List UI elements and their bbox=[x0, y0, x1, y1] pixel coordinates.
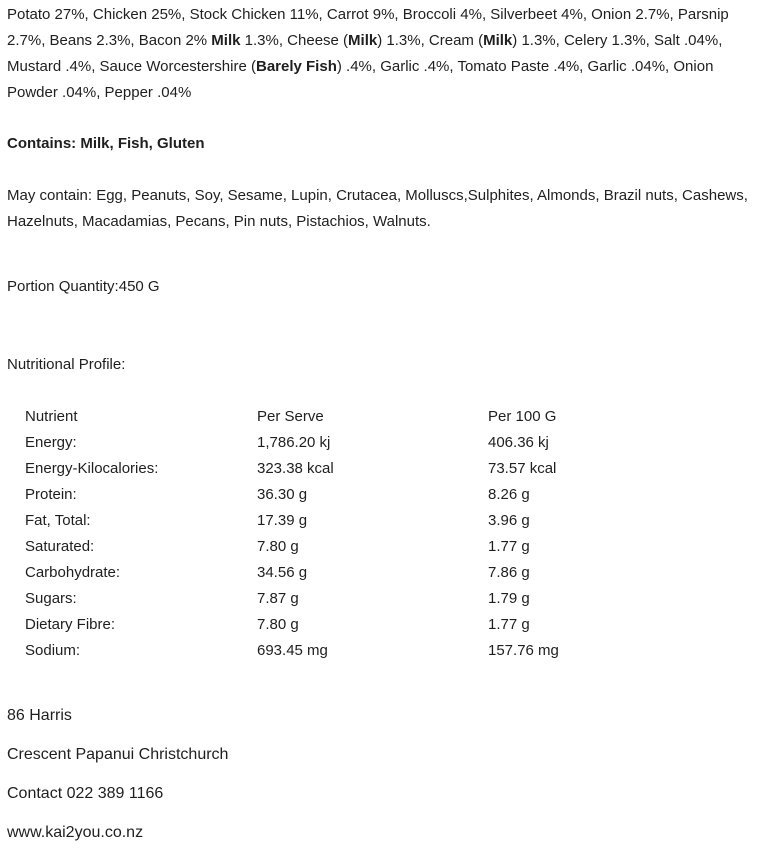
per-serve-value: 1,786.20 kj bbox=[257, 434, 331, 451]
nutrition-table bbox=[25, 404, 754, 664]
per-serve-value: 323.38 kcal bbox=[257, 460, 334, 477]
nutrient-label: Energy: bbox=[25, 434, 77, 451]
website-url: www.kai2you.co.nz bbox=[7, 824, 144, 841]
table-row bbox=[25, 638, 754, 664]
per-serve-value: 17.39 g bbox=[257, 512, 308, 529]
table-row bbox=[25, 456, 754, 482]
per-serve-value: 7.80 g bbox=[257, 616, 299, 633]
nutrition-table-header-row bbox=[25, 404, 754, 430]
per-100g-value: 73.57 kcal bbox=[488, 460, 557, 477]
column-header-per-serve: Per Serve bbox=[257, 408, 324, 425]
table-row bbox=[25, 560, 754, 586]
nutrient-label: Sodium: bbox=[25, 642, 81, 659]
address-line-1: 86 Harris bbox=[7, 707, 72, 724]
ingredient-text: ) 1.3%, Celery 1.3%, Salt .04%, Mustard .4%, Sauce Worcestershire ( bbox=[7, 32, 723, 75]
portion-quantity: Portion Quantity:450 G bbox=[7, 278, 160, 295]
ingredients-list bbox=[7, 2, 754, 106]
nutrient-label: Energy-Kilocalories: bbox=[25, 460, 159, 477]
per-100g-value: 8.26 g bbox=[488, 486, 530, 503]
per-100g-value: 3.96 g bbox=[488, 512, 530, 529]
ingredient-allergen-bold: Milk bbox=[348, 32, 378, 49]
per-serve-value: 7.80 g bbox=[257, 538, 299, 555]
per-serve-value: 34.56 g bbox=[257, 564, 308, 581]
ingredient-text: 1.3%, Cheese ( bbox=[240, 32, 349, 49]
nutrient-label: Protein: bbox=[25, 486, 77, 503]
nutrient-label: Saturated: bbox=[25, 538, 95, 555]
table-row bbox=[25, 430, 754, 456]
nutrient-label: Carbohydrate: bbox=[25, 564, 121, 581]
address-line-2: Crescent Papanui Christchurch bbox=[7, 746, 229, 763]
column-header-per-100g: Per 100 G bbox=[488, 408, 557, 425]
column-header-nutrient: Nutrient bbox=[25, 408, 78, 425]
ingredient-text: ) 1.3%, Cream ( bbox=[377, 32, 484, 49]
nutrition-table-body bbox=[25, 430, 754, 664]
nutrient-label: Sugars: bbox=[25, 590, 77, 607]
nutrient-label: Dietary Fibre: bbox=[25, 616, 116, 633]
per-serve-value: 693.45 mg bbox=[257, 642, 328, 659]
nutrient-label: Fat, Total: bbox=[25, 512, 91, 529]
per-100g-value: 1.79 g bbox=[488, 590, 530, 607]
ingredient-text: ) .4%, Garlic .4%, Tomato Paste .4%, Garlic .04%, Onion Powder .04%, Pepper .04% bbox=[7, 58, 714, 101]
ingredient-allergen-bold: Barely Fish bbox=[255, 58, 337, 75]
table-row bbox=[25, 508, 754, 534]
per-100g-value: 1.77 g bbox=[488, 616, 530, 633]
ingredient-allergen-bold: Milk bbox=[211, 32, 241, 49]
table-row bbox=[25, 612, 754, 638]
nutritional-profile-heading: Nutritional Profile: bbox=[7, 356, 126, 373]
per-100g-value: 406.36 kj bbox=[488, 434, 549, 451]
contains-statement: Contains: Milk, Fish, Gluten bbox=[7, 135, 205, 152]
table-row bbox=[25, 482, 754, 508]
table-row bbox=[25, 534, 754, 560]
ingredient-allergen-bold: Milk bbox=[483, 32, 513, 49]
per-100g-value: 1.77 g bbox=[488, 538, 530, 555]
contact-phone: Contact 022 389 1166 bbox=[7, 785, 164, 802]
may-contain-statement: May contain: Egg, Peanuts, Soy, Sesame, Lupin, Crutacea, Molluscs,Sulphites, Almonds, Brazil nuts, Cashews, Hazelnuts, Macadamias, Pecans, Pin nuts, Pistachios, Walnuts. bbox=[7, 187, 748, 230]
ingredient-text: Potato 27%, Chicken 25%, Stock Chicken 11%, Carrot 9%, Broccoli 4%, Silverbeet 4%, Onion 2.7%, Parsnip 2.7%, Beans 2.3%, Bacon 2% bbox=[7, 6, 729, 49]
per-100g-value: 157.76 mg bbox=[488, 642, 559, 659]
table-row bbox=[25, 586, 754, 612]
per-serve-value: 7.87 g bbox=[257, 590, 299, 607]
per-100g-value: 7.86 g bbox=[488, 564, 530, 581]
per-serve-value: 36.30 g bbox=[257, 486, 308, 503]
